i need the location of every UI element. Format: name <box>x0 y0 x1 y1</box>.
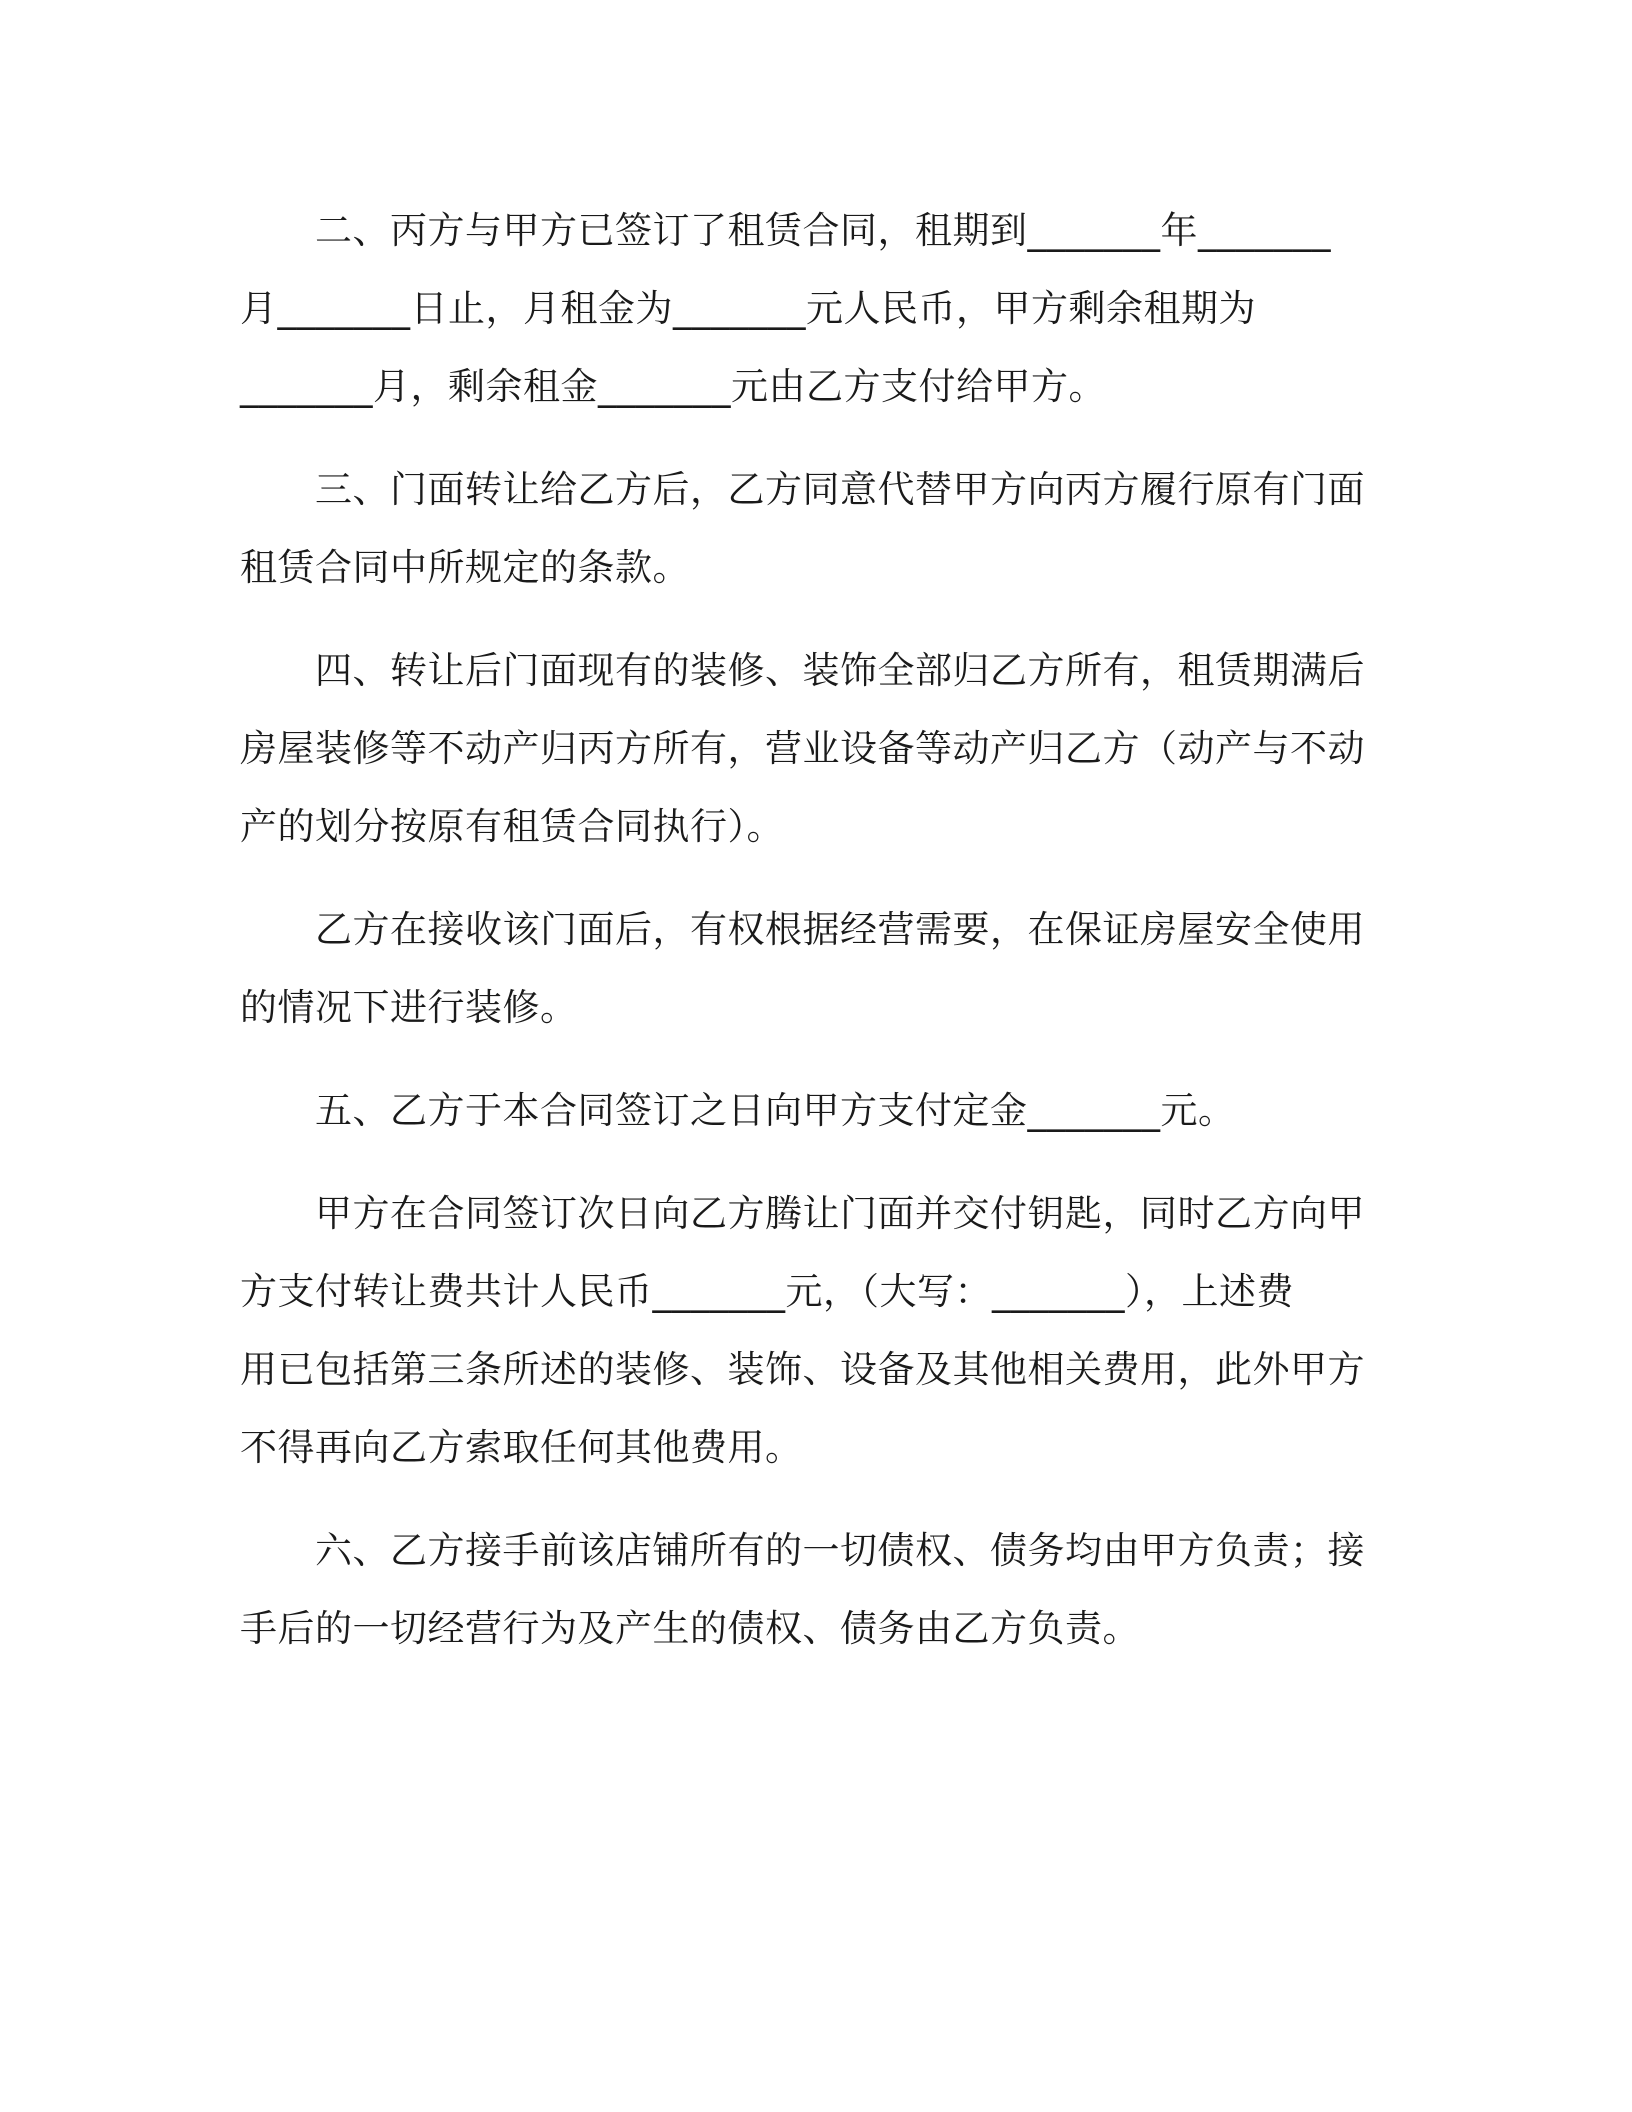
paragraph-line: 产的划分按原有租赁合同执行）。 <box>240 805 784 848</box>
paragraph-line: 甲方在合同签订次日向乙方腾让门面并交付钥匙，同时乙方向甲 <box>240 1192 1365 1235</box>
paragraph-line: 二、丙方与甲方已签订了租赁合同，租期到_______年_______ <box>240 209 1331 252</box>
renovation-paragraph <box>240 891 1376 1047</box>
clause-6-paragraph <box>240 1512 1376 1668</box>
clause-5-paragraph <box>240 1072 1376 1150</box>
paragraph-line: 房屋装修等不动产归丙方所有，营业设备等动产归乙方（动产与不动 <box>240 727 1365 770</box>
paragraph-line: 六、乙方接手前该店铺所有的一切债权、债务均由甲方负责；接 <box>240 1529 1365 1572</box>
paragraph-line: 方支付转让费共计人民币_______元，（大写：_______），上述费 <box>240 1270 1294 1313</box>
paragraph-line: 四、转让后门面现有的装修、装饰全部归乙方所有，租赁期满后 <box>240 649 1365 692</box>
clause-4-paragraph <box>240 632 1376 866</box>
paragraph-line: 的情况下进行装修。 <box>240 986 578 1029</box>
paragraph-line: 租赁合同中所规定的条款。 <box>240 546 690 589</box>
paragraph-line: 用已包括第三条所述的装修、装饰、设备及其他相关费用，此外甲方 <box>240 1348 1365 1391</box>
paragraph-line: 不得再向乙方索取任何其他费用。 <box>240 1426 803 1469</box>
document-body <box>240 192 1376 1693</box>
paragraph-line: _______月，剩余租金_______元由乙方支付给甲方。 <box>240 365 1106 408</box>
paragraph-line: 手后的一切经营行为及产生的债权、债务由乙方负责。 <box>240 1607 1140 1650</box>
paragraph-line: 乙方在接收该门面后，有权根据经营需要，在保证房屋安全使用 <box>240 908 1365 951</box>
payment-paragraph <box>240 1175 1376 1487</box>
clause-2-paragraph <box>240 192 1376 426</box>
paragraph-line: 月_______日止，月租金为_______元人民币，甲方剩余租期为 <box>240 287 1256 330</box>
paragraph-line: 三、门面转让给乙方后，乙方同意代替甲方向丙方履行原有门面 <box>240 468 1365 511</box>
paragraph-line: 五、乙方于本合同签订之日向甲方支付定金_______元。 <box>240 1089 1236 1132</box>
clause-3-paragraph <box>240 451 1376 607</box>
